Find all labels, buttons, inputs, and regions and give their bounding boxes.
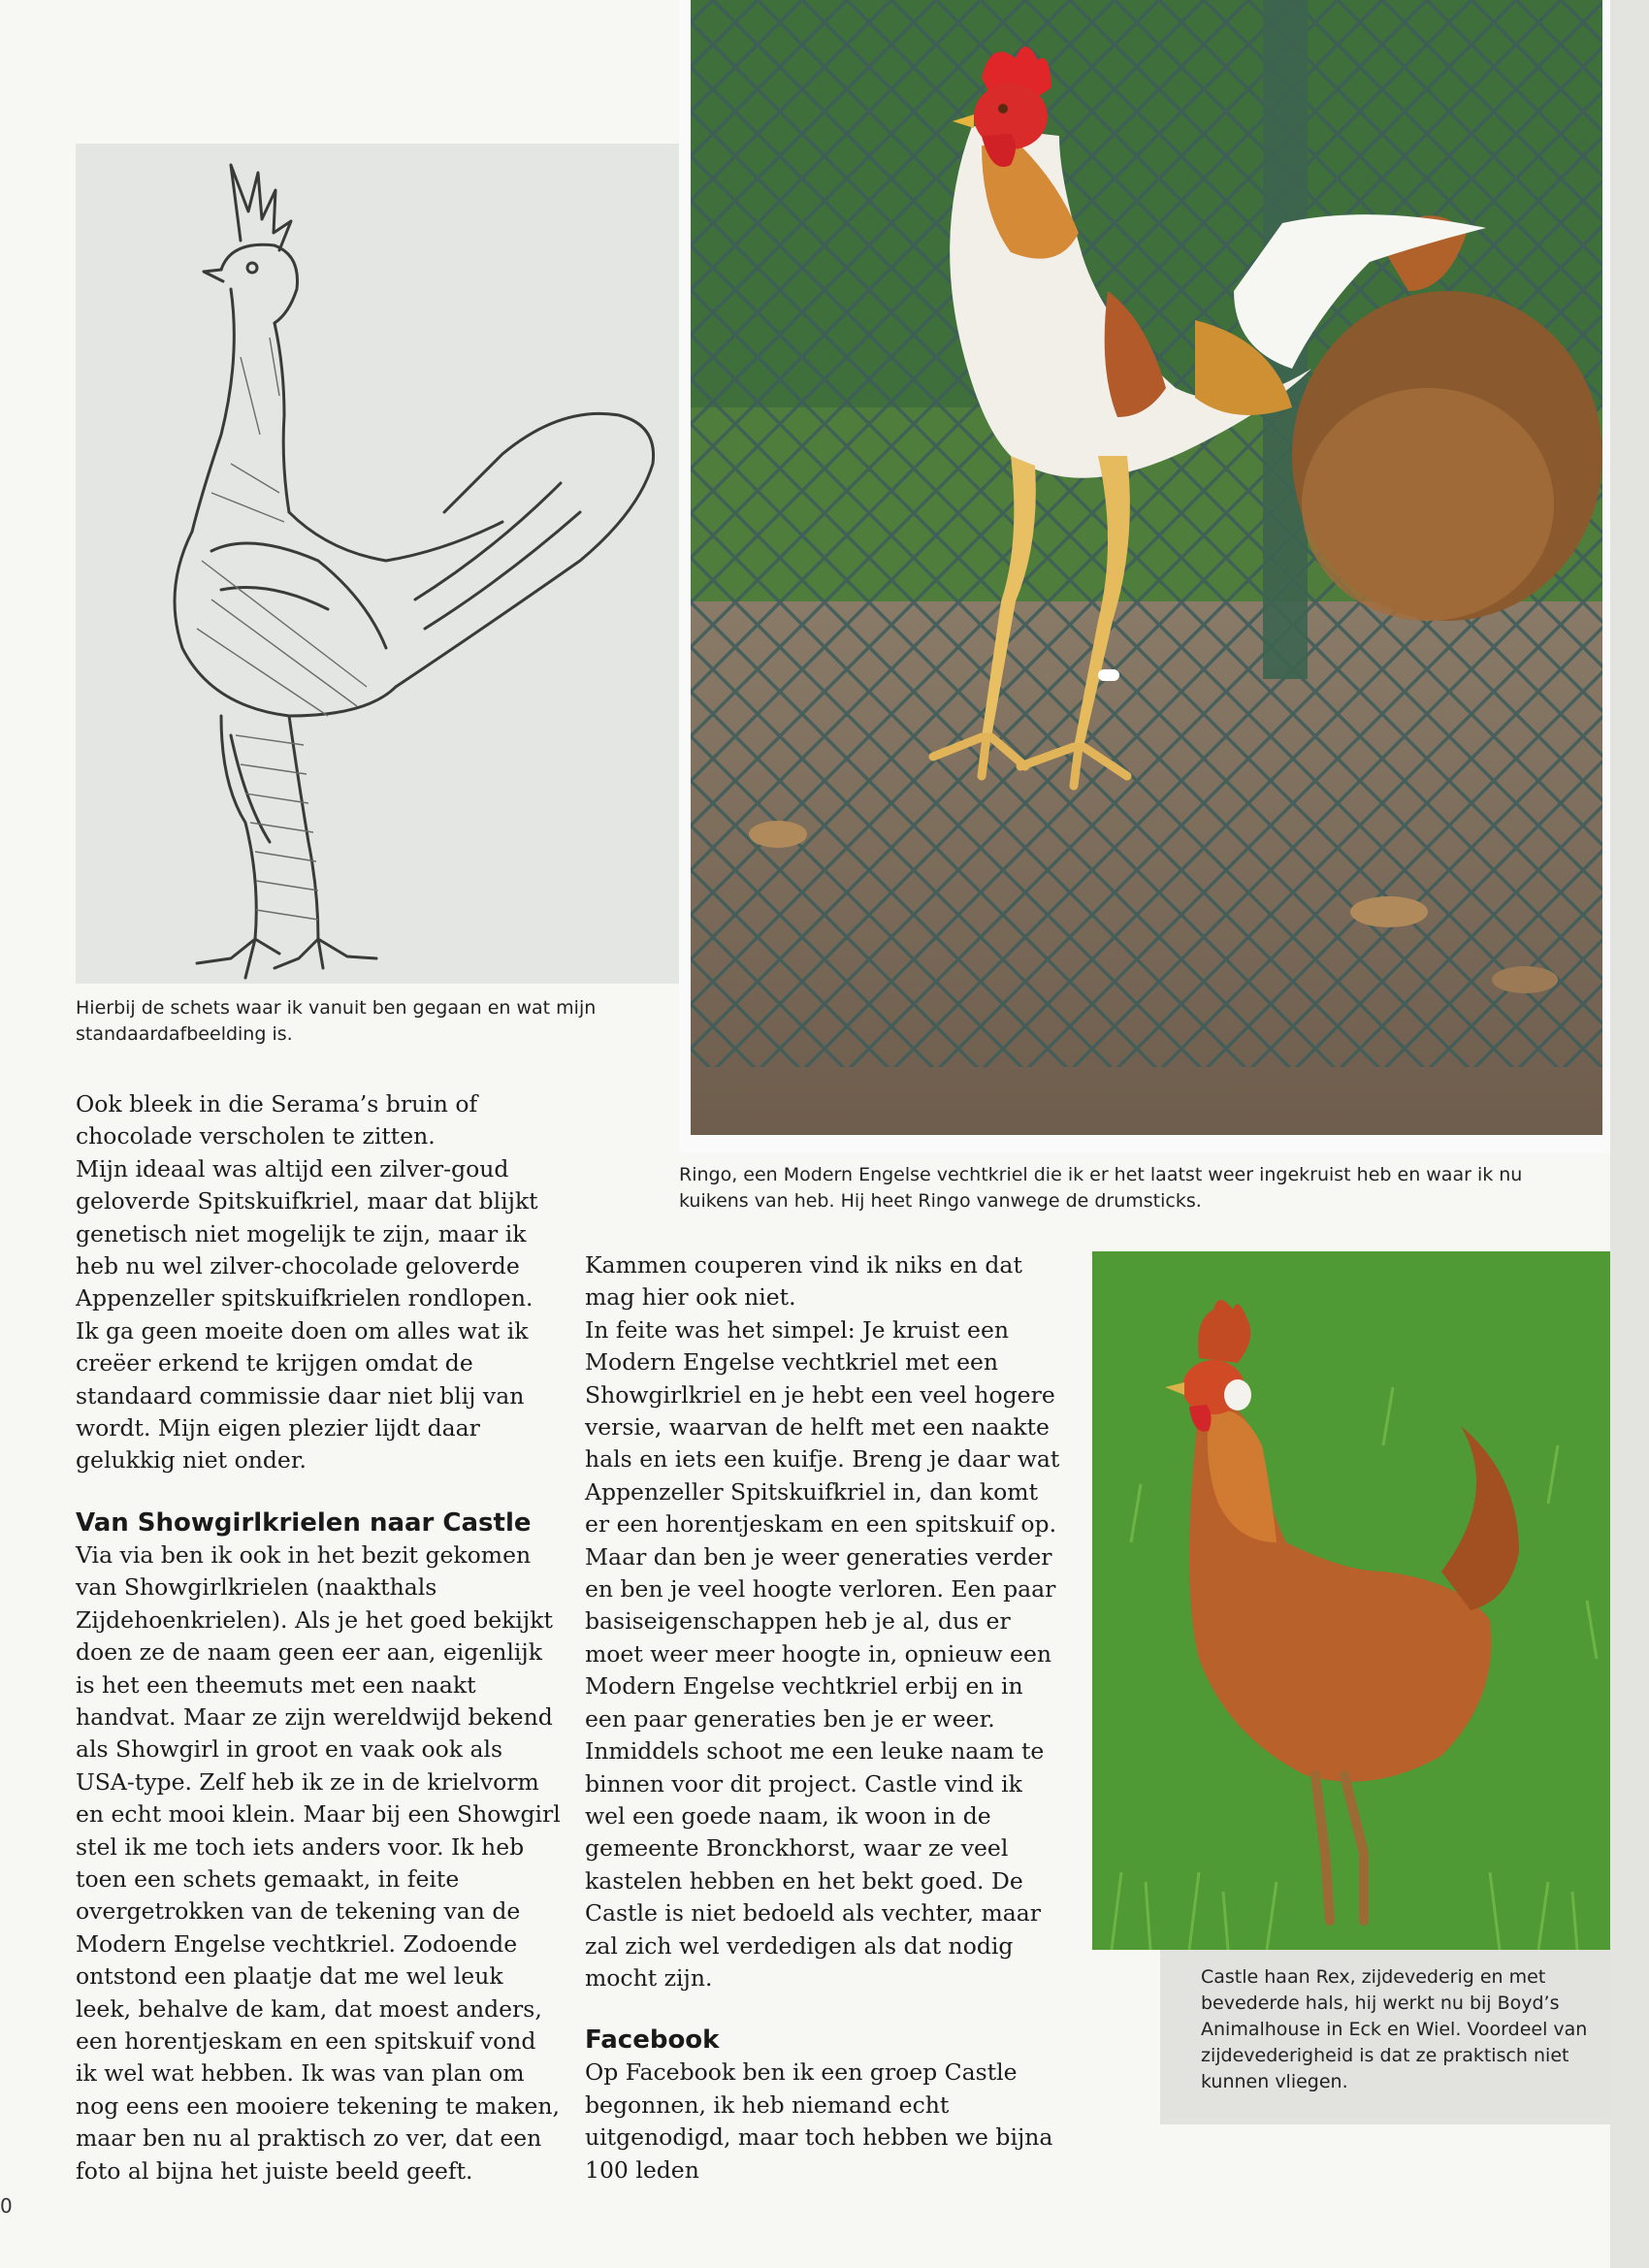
left-body-paragraph: Via via ben ik ook in het bezit gekomen van Showgirlkrielen (naakthals Zijdehoenkrielen). Als je het goed bekijkt doen ze de naam geen eer aan, eigenlijk is het een theemuts met een naakt handvat. Maar ze zijn wereldwijd bekend als Showgirl in groot en vaak ook als USA-type. Zelf heb ik ze in de krielvorm en echt mooi klein. Maar bij een Showgirl stel ik me toch iets anders voor. Ik heb toen een schets gemaakt, in feite overgetrokken van de tekening van de Modern Engelse vechtkriel. Zodoende ontstond een plaatje dat me wel leuk leek, behalve de kam, dat moest anders, een horentjeskam en een spitskuif vond ik wel wat hebben. Ik was van plan om nog eens een mooiere tekening te maken, maar ben nu al praktisch zo ver, dat een foto al bijna het juiste beeld geeft.	[76, 1540, 561, 2185]
section-heading-facebook: Facebook	[585, 2025, 720, 2056]
left-intro-paragraph: Ook bleek in die Serama’s bruin of chocolade verscholen te zitten. Mijn ideaal was altijd een zilver-goud geloverde Spitskuifkriel, maar dat blijkt genetisch niet mogelijk te zijn, maar ik heb nu wel zilver-chocolade geloverde Appenzeller spitskuifkrielen rondlopen. Ik ga geen moeite doen om alles wat ik creëer erkend te krijgen omdat de standaard commissie daar niet blij van wordt. Mijn eigen plezier lijdt daar gelukkig niet onder.	[76, 1090, 538, 1474]
page-number: 0	[0, 2194, 13, 2218]
section-heading-castle: Van Showgirlkrielen naar Castle	[76, 1507, 532, 1538]
rex-caption: Castle haan Rex, zijdevederig en met bevederde hals, hij werkt nu bij Boyd’s Animalhouse in Eck en Wiel. Voordeel van zijdevederigheid is dat ze praktisch niet kunnen vliegen.	[1201, 1966, 1588, 2092]
left-column	[76, 1088, 561, 2187]
middle-column	[585, 1249, 1060, 2187]
ringo-caption: Ringo, een Modern Engelse vechtkriel die ik er het laatst weer ingekruist heb en waar ik nu kuikens van heb. Hij heet Ringo vanwege de drumsticks.	[679, 1164, 1523, 1212]
rex-photo	[1092, 1251, 1610, 1950]
middle-body-paragraph: Kammen couperen vind ik niks en dat mag hier ook niet. In feite was het simpel: Je kruist een Modern Engelse vechtkriel met een Showgirlkriel en je hebt een veel hogere versie, waarvan de helft met een naakte hals en iets een kuifje. Breng je daar wat Appenzeller Spitskuifkriel in, dan komt er een horentjeskam en een spitskuif op. Maar dan ben je weer generaties verder en ben je veel hoogte verloren. Een paar basiseigenschappen heb je al, dus er moet weer meer hoogte in, opnieuw een Modern Engelse vechtkriel erbij en in een paar generaties ben je er weer. Inmiddels schoot me een leuke naam te binnen voor dit project. Castle vind ik wel een goede naam, ik woon in de gemeente Bronckhorst, waar ze veel kastelen hebben en het bekt goed. De Castle is niet bedoeld als vechter, maar zal zich wel verdedigen als dat nodig mocht zijn.	[585, 1251, 1060, 1992]
ringo-photo	[691, 0, 1602, 1135]
sketch-image	[76, 144, 685, 984]
sketch-caption: Hierbij de schets waar ik vanuit ben gegaan en wat mijn standaardafbeelding is.	[76, 997, 597, 1045]
page-edge-band	[1610, 0, 1649, 2268]
middle-facebook-paragraph: Op Facebook ben ik een groep Castle begonnen, ik heb niemand echt uitgenodigd, maar toch hebben we bijna 100 leden	[585, 2058, 1053, 2184]
